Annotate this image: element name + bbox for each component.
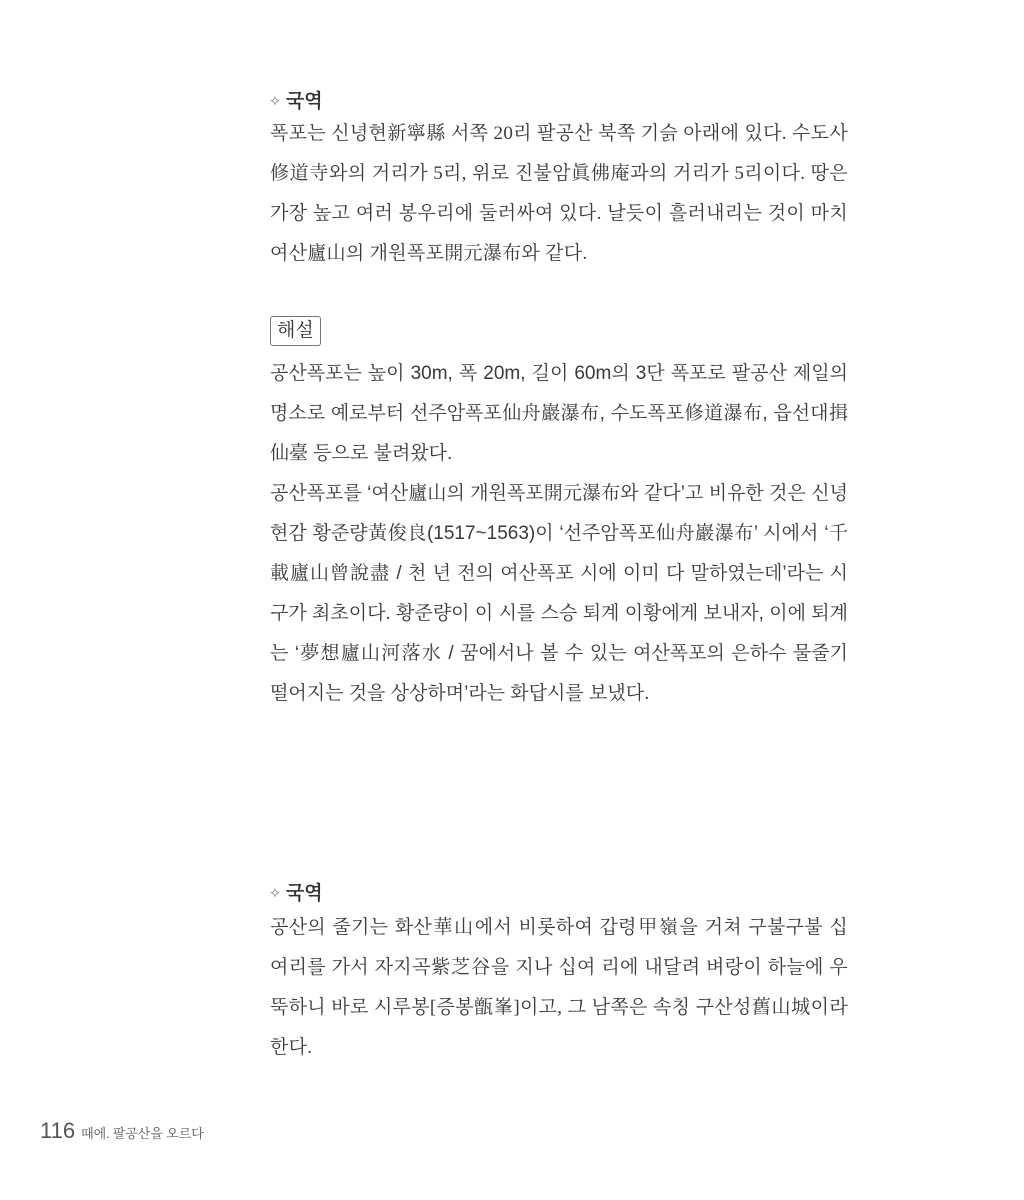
diamond-ornament-icon: ⟡: [270, 90, 280, 109]
section-heading-text: 국역: [285, 91, 323, 112]
section-heading-text: 국역: [285, 883, 323, 904]
page-footer: [40, 1118, 204, 1144]
commentary-label-box: 해설: [270, 316, 321, 346]
section-heading-translation-1: [270, 86, 323, 113]
commentary-paragraph-1: 공산폭포는 높이 30m, 폭 20m, 길이 60m의 3단 폭포로 팔공산 제일의 명소로 예로부터 선주암폭포仙舟巖瀑布, 수도폭포修道瀑布, 읍선대揖仙臺 등으로 불려왔다.: [270, 363, 848, 464]
page-number: 116: [40, 1118, 76, 1143]
section-heading-translation-2: [270, 878, 323, 905]
commentary-paragraph-2: 공산폭포를 ‘여산廬山의 개원폭포開元瀑布와 같다’고 비유한 것은 신녕현감 황준량黃俊良(1517~1563)이 ‘선주암폭포仙舟巖瀑布’ 시에서 ‘千載廬山曾說盡 / 천 년 전의 여산폭포 시에 이미 다 말하였는데’라는 시구가 최초이다. 황준량이 이 시를 스승 퇴계 이황에게 보내자, 이에 퇴계는 ‘夢想廬山河落水 / 꿈에서나 볼 수 있는 여산폭포의 은하수 물줄기 떨어지는 것을 상상하며’라는 화답시를 보냈다.: [270, 483, 848, 704]
diamond-ornament-icon: ⟡: [270, 882, 280, 901]
translation-paragraph-1: 폭포는 신녕현新寧縣 서쪽 20리 팔공산 북쪽 기슭 아래에 있다. 수도사修道寺와의 거리가 5리, 위로 진불암眞佛庵과의 거리가 5리이다. 땅은 가장 높고 여러 봉우리에 둘러싸여 있다. 날듯이 흘러내리는 것이 마치 여산廬山의 개원폭포開元瀑布와 같다.: [270, 123, 848, 264]
running-title: 때에. 팔공산을 오르다: [81, 1126, 204, 1141]
translation-paragraph-2: 공산의 줄기는 화산華山에서 비롯하여 갑령甲嶺을 거쳐 구불구불 십 여리를 가서 자지곡紫芝谷을 지나 십여 리에 내달려 벼랑이 하늘에 우뚝하니 바로 시루봉[증봉甑峯]이고, 그 남쪽은 속칭 구산성舊山城이라 한다.: [270, 917, 848, 1058]
